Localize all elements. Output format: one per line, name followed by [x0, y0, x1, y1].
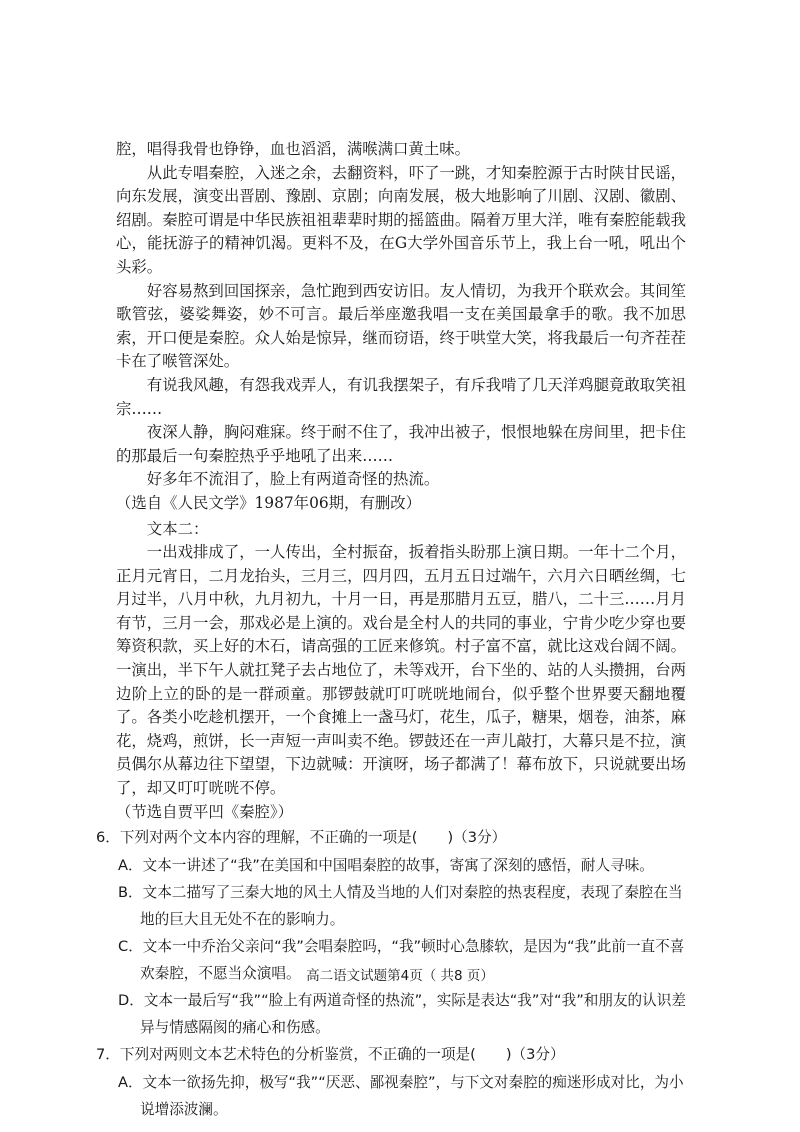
text1-paragraph: 从此专唱秦腔，入迷之余，去翻资料，吓了一跳，才知秦腔源于古时陕甘民谣，向东发展，演变出晋剧、豫剧、京剧；向南发展，极大地影响了川剧、汉剧、徽剧、绍剧。秦腔可谓是中华民族祖祖辈辈时期的摇篮曲。隔着万里大洋，唯有秦腔能载我心，能抚游子的精神饥渴。更料不及，在G大学外国音乐节上，我上台一吼，吼出个头彩。: [116, 163, 686, 276]
text1-paragraph: 夜深人静，胸闷难寐。终于耐不住了，我冲出被子，恨恨地躲在房间里，把卡住的那最后一句秦腔热乎乎地吼了出来……: [116, 423, 686, 465]
text1-paragraph: 好多年不流泪了，脸上有两道奇怪的热流。: [146, 470, 440, 489]
text1-paragraph: 腔，唱得我骨也铮铮，血也滔滔，满喉满口黄土味。: [116, 140, 470, 158]
question-7-stem-text: 7．下列对两则文本艺术特色的分析鉴赏，不正确的一项是(: [96, 1046, 476, 1064]
text1-paragraph: 好容易熬到回国探亲，急忙跑到西安访旧。友人情切，为我开个联欢会。其间笙歌管弦，婆娑舞姿，妙不可言。最后举座邀我唱一支在美国最拿手的歌。我不加思索，开口便是秦腔。众人始是惊异，继而窃语，终于哄堂大笑，将我最后一句齐茬茬卡在了喉管深处。: [116, 281, 686, 371]
text2-paragraph: 一出戏排成了，一人传出，全村振奋，扳着指头盼那上演日期。一年十二个月，正月元宵日，二月龙抬头，三月三，四月四，五月五日过端午，六月六日晒丝绸，七月过半，八月中秋，九月初九，十月一日，再是那腊月五豆，腊八，二十三……月月有节，三月一会，那戏必是上演的。戏台是全村人的共同的事业，宁肯少吃少穿也要筹资积款，买上好的木石，请高强的工匠来修筑。村子富不富，就比这戏台阔不阔。一演出，半下午人就扛凳子去占地位了，未等戏开，台下坐的、站的人头攒拥，台两边阶上立的卧的是一群顽童。那锣鼓就叮叮咣咣地闹台，似乎整个世界要天翻地覆了。各类小吃趁机摆开，一个食摊上一盏马灯，花生，瓜子，糖果，烟卷，油茶，麻花，烧鸡，煎饼，长一声短一声叫卖不绝。锣鼓还在一声儿敲打，大幕只是不拉，演员偶尔从幕边往下望望，下边就喊：开演呀，场子都满了！幕布放下，只说就要出场了，却又叮叮咣咣不停。: [116, 543, 686, 798]
text2-source-citation: （节选自贾平凹《秦腔》）: [116, 802, 293, 821]
question-6-stem-text: 6．下列对两个文本内容的理解，不正确的一项是(: [96, 829, 418, 847]
question-6-stem: [96, 824, 686, 852]
question-6-option-a: A．文本一讲述了“我”在美国和中国唱秦腔的故事，寄寓了深刻的感悟，耐人寻味。: [118, 857, 654, 875]
text1-paragraph: 有说我风趣，有怨我戏弄人，有讥我摆架子，有斥我啃了几天洋鸡腿竟敢取笑祖宗……: [116, 375, 686, 418]
question-6-option-d: D．文本一最后写“我”“脸上有两道奇怪的热流”，实际是表达“我”对“我”和朋友的认识差异与情感隔阂的痛心和伤感。: [118, 992, 686, 1037]
question-7: [96, 1041, 686, 1123]
question-6-score: )（3分）: [447, 829, 507, 847]
text1-source-citation: （选自《人民文学》1987年06期，有删改）: [116, 493, 422, 512]
question-7-option-a: A．文本一欲扬先抑，极写“我”“厌恶、鄙视秦腔”，与下文对秦腔的痴迷形成对比，为小说增添波澜。: [118, 1074, 684, 1119]
question-6-option-c: C．文本一中乔治父亲问“我”会唱秦腔吗，“我”顿时心急膝软，是因为“我”此前一直不喜欢秦腔，不愿当众演唱。: [118, 938, 685, 983]
text-one: [116, 138, 686, 516]
page-footer: 高二语文试题第4页（ 共8 页）: [306, 968, 494, 984]
text2-heading: 文本二：: [146, 519, 209, 538]
question-7-score: )（3分）: [505, 1046, 565, 1064]
text-two: [116, 518, 686, 825]
question-6-option-b: B．文本二描写了三秦大地的风土人情及当地的人们对秦腔的热衷程度，表现了秦腔在当地的巨大且无处不在的影响力。: [118, 884, 683, 929]
question-6: [96, 824, 686, 1041]
question-7-stem: [96, 1041, 686, 1069]
